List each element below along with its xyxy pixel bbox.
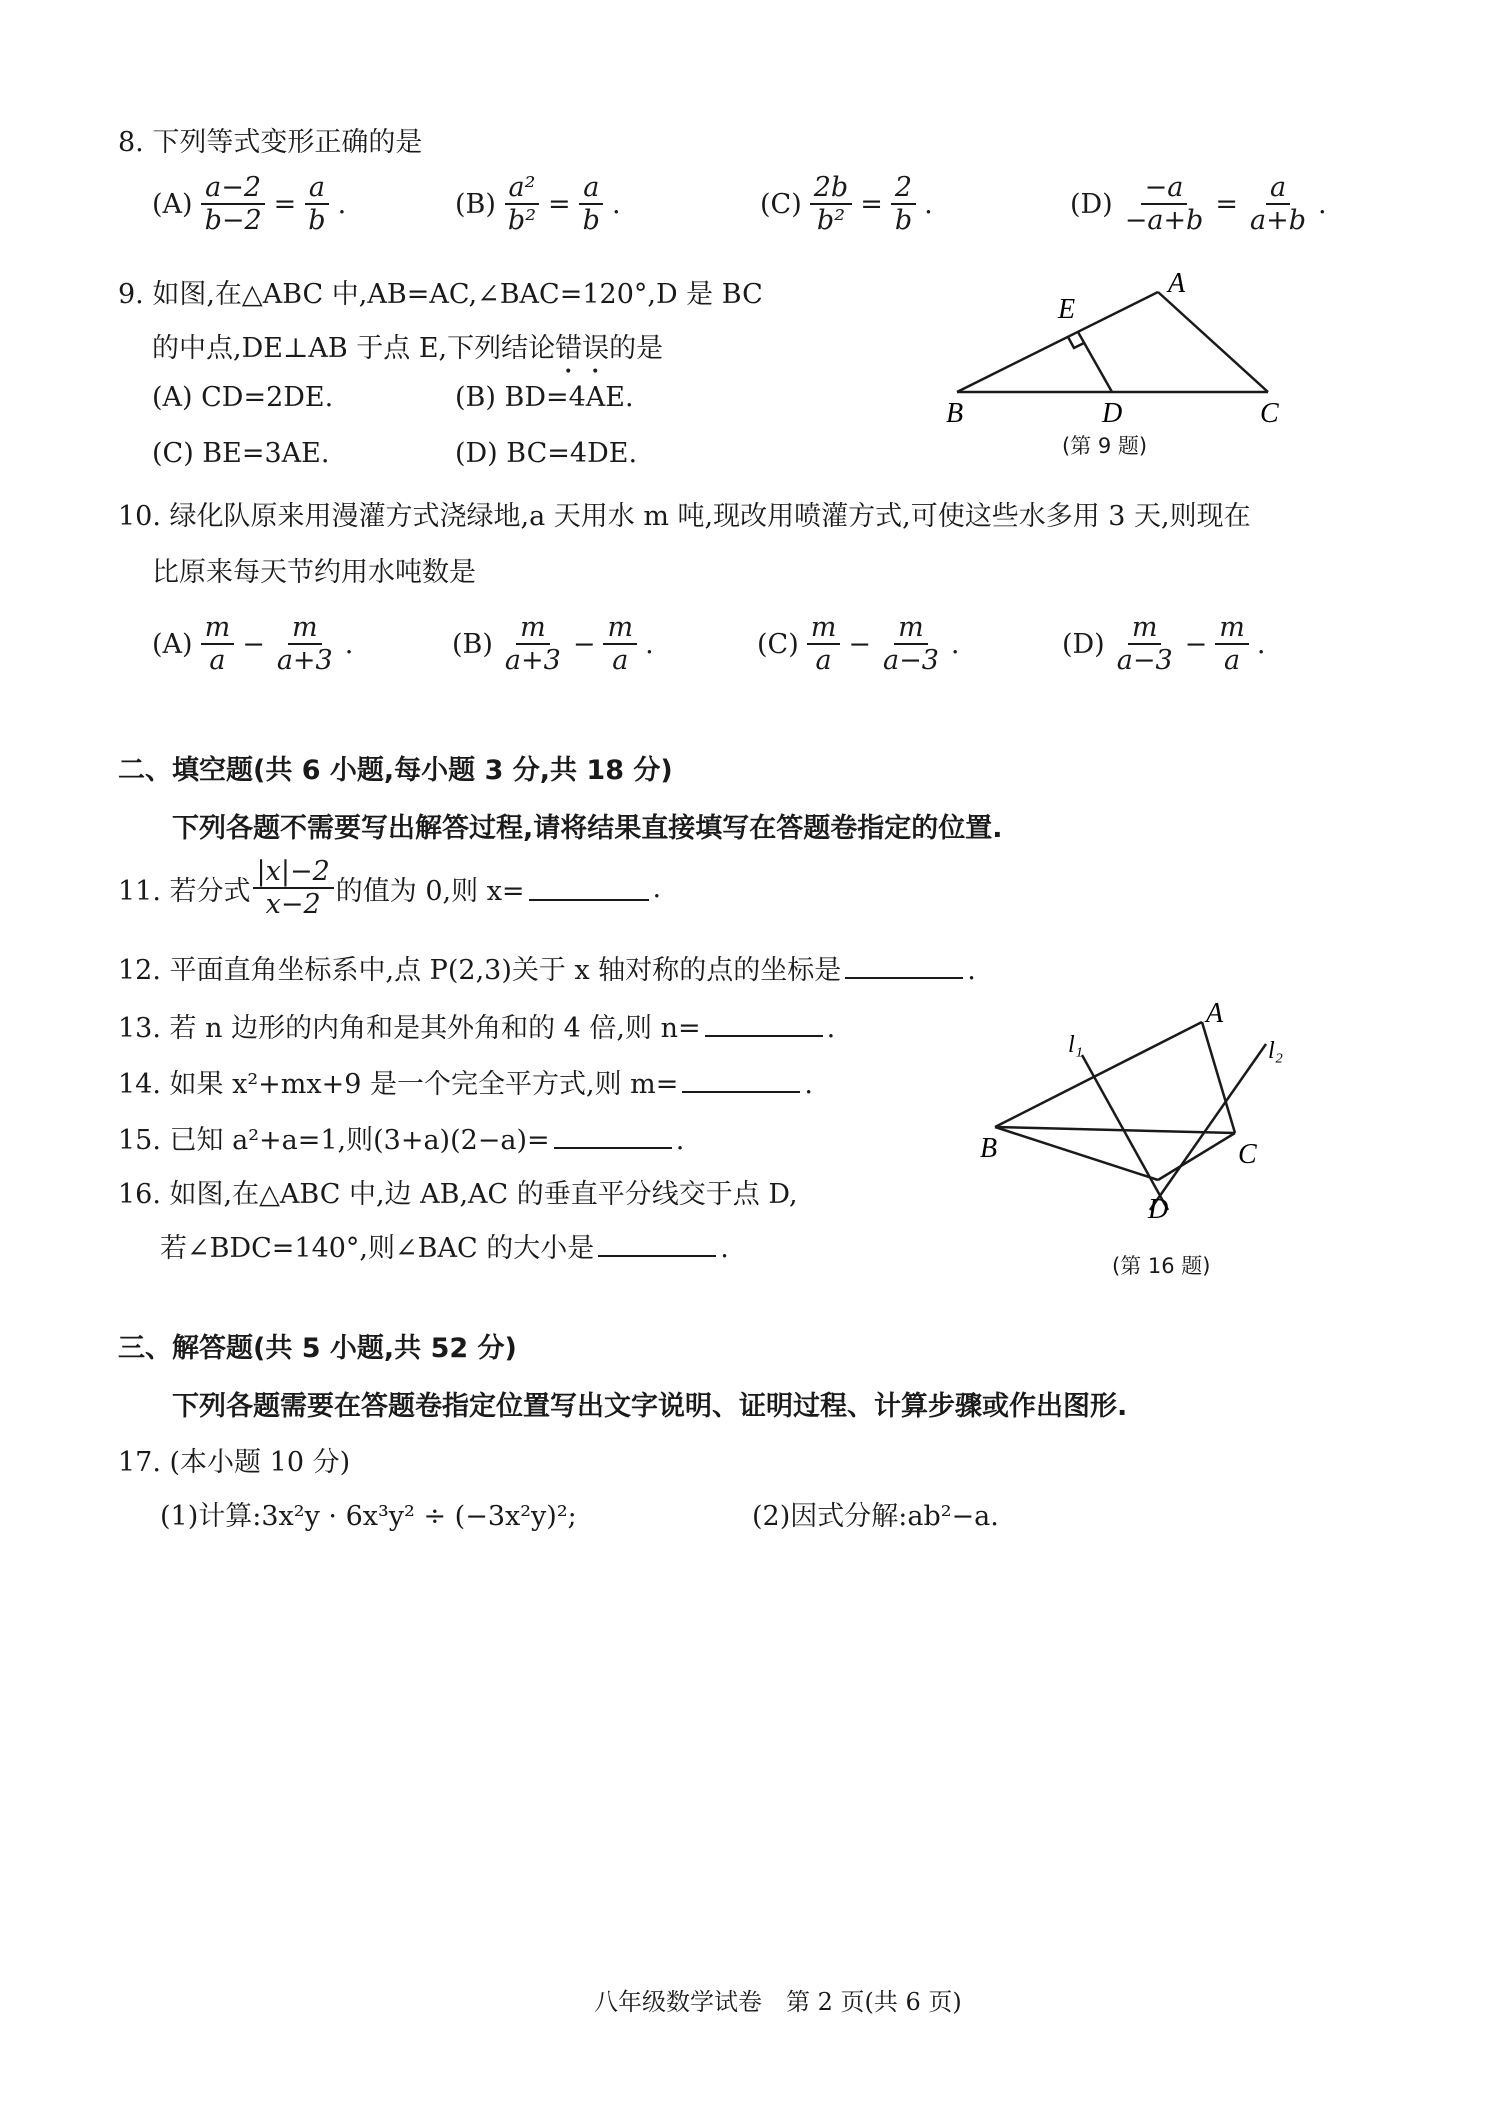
q8-option-a: (A) $\frac{a-2}{b-2}$ = $\frac{a}{b}$ .	[152, 172, 347, 237]
q8-stem: 8. 下列等式变形正确的是	[118, 127, 423, 158]
q9-caption: (第 9 题)	[1062, 434, 1148, 458]
label-c: C	[1238, 1139, 1257, 1170]
fraction	[579, 172, 604, 236]
fraction	[504, 172, 540, 236]
denominator: b²	[816, 205, 846, 237]
line-l2	[1150, 1044, 1266, 1210]
q9-line2-post: 的是	[609, 333, 664, 364]
q9-option-b: (B) BD=4AE.	[455, 382, 634, 413]
denominator: a+b	[1249, 205, 1306, 237]
fraction	[807, 612, 841, 676]
numerator: a²	[505, 172, 540, 205]
q8-option-b: (B) $\frac{\text{a²}}{\text{b²}}$ = $\frac{a}{b}$ .	[455, 172, 621, 237]
numerator: m	[516, 612, 550, 645]
denominator: −a+b	[1124, 205, 1204, 237]
fraction	[304, 172, 329, 236]
q12-answer-blank	[845, 953, 963, 979]
numerator: 2	[891, 172, 916, 205]
fraction	[879, 612, 943, 676]
q16-caption: (第 16 题)	[1112, 1254, 1211, 1278]
denominator: a	[815, 645, 832, 677]
denominator: a+3	[504, 645, 561, 677]
denominator: a	[209, 645, 226, 677]
q9-line2-pre: 的中点,DE⊥AB 于点 E,下列结论	[152, 333, 556, 364]
q10-option-b: (B) $\frac{m}{a+3}$ − $\frac{m}{a}$ .	[452, 612, 654, 677]
denominator: b	[582, 205, 600, 237]
denominator: b²	[507, 205, 537, 237]
q10-line1: 10. 绿化队原来用漫灌方式浇绿地,a 天用水 m 吨,现改用喷灌方式,可使这些水多用 3 天,则现在	[118, 501, 1251, 532]
q16-line2: 若∠BDC=140°,则∠BAC 的大小是 .	[160, 1233, 729, 1264]
q9-line2	[152, 326, 663, 380]
q10-line2: 比原来每天节约用水吨数是	[152, 557, 476, 588]
denominator: b−2	[204, 205, 262, 237]
option-label: (A)	[152, 188, 193, 220]
numerator: −a	[1141, 172, 1188, 205]
q10-option-a: (A) $\frac{m}{a}$ − $\frac{m}{a+3}$ .	[152, 612, 354, 677]
denominator: a+3	[276, 645, 333, 677]
fraction	[891, 172, 916, 236]
q11-fraction	[253, 856, 334, 920]
section3-instruction: 下列各题需要在答题卷指定位置写出文字说明、证明过程、计算步骤或作出图形.	[172, 1391, 1128, 1422]
section2-instruction: 下列各题不需要写出解答过程,请将结果直接填写在答题卷指定的位置.	[172, 813, 1003, 844]
q15: 15. 已知 a²+a=1,则(3+a)(2−a)= .	[118, 1125, 685, 1156]
segment-de	[1078, 332, 1112, 392]
q11-pre: 11. 若分式	[118, 875, 251, 907]
q14: 14. 如果 x²+mx+9 是一个完全平方式,则 m= .	[118, 1069, 813, 1100]
option-label: (D)	[1070, 188, 1113, 220]
q16-figure	[970, 1000, 1350, 1240]
q11-answer-blank	[529, 875, 649, 901]
segment-bc	[995, 1127, 1235, 1133]
label-l1: l₁	[1068, 1032, 1084, 1058]
numerator: m	[1128, 612, 1162, 645]
label-a: A	[1206, 1000, 1224, 1029]
q8-option-d: (D) $\frac{-a}{-a+b}$ = $\frac{a}{a+b}$ .	[1070, 172, 1327, 237]
option-label: (B)	[455, 188, 496, 220]
label-c: C	[1260, 398, 1279, 429]
q11-post: 的值为 0,则 x=	[335, 875, 525, 907]
fraction	[273, 612, 337, 676]
numerator: m	[201, 612, 235, 645]
fraction	[1215, 612, 1249, 676]
denominator: a−3	[882, 645, 939, 677]
fraction	[1113, 612, 1177, 676]
section3-title: 三、解答题(共 5 小题,共 52 分)	[118, 1333, 517, 1364]
q14-text: 14. 如果 x²+mx+9 是一个完全平方式,则 m=	[118, 1069, 679, 1100]
q15-text: 15. 已知 a²+a=1,则(3+a)(2−a)=	[118, 1125, 550, 1156]
numerator: m	[603, 612, 637, 645]
denominator: a	[1224, 645, 1241, 677]
label-l2: l₂	[1268, 1038, 1284, 1064]
fraction	[1246, 172, 1310, 236]
option-label: (B)	[452, 628, 493, 660]
q17-part2: (2)因式分解:ab²−a.	[752, 1501, 999, 1532]
q13: 13. 若 n 边形的内角和是其外角和的 4 倍,则 n= .	[118, 1013, 836, 1044]
option-label: (D)	[1062, 628, 1105, 660]
denominator: b	[894, 205, 913, 237]
denominator: x−2	[265, 889, 321, 921]
numerator: 2b	[810, 172, 852, 205]
label-d: D	[1148, 1194, 1169, 1225]
line-l1	[1082, 1055, 1168, 1210]
q12-text: 12. 平面直角坐标系中,点 P(2,3)关于 x 轴对称的点的坐标是	[118, 955, 842, 986]
numerator: m	[894, 612, 928, 645]
option-label: (C)	[760, 188, 802, 220]
q10-option-c: (C) $\frac{m}{a}$ − $\frac{m}{a-3}$ .	[757, 612, 960, 677]
numerator: |x|−2	[253, 856, 334, 889]
q10-option-d: (D) $\frac{m}{a-3}$ − $\frac{m}{a}$ .	[1062, 612, 1266, 677]
q16-answer-blank	[598, 1231, 716, 1257]
numerator: a	[305, 172, 329, 205]
q12: 12. 平面直角坐标系中,点 P(2,3)关于 x 轴对称的点的坐标是 .	[118, 955, 976, 986]
segment-ac	[1158, 292, 1268, 392]
q16-line1: 16. 如图,在△ABC 中,边 AB,AC 的垂直平分线交于点 D,	[118, 1179, 798, 1210]
numerator: m	[288, 612, 322, 645]
fraction	[201, 612, 235, 676]
q17-part1: (1)计算:3x²y · 6x³y² ÷ (−3x²y)²;	[160, 1501, 577, 1532]
segment-ba	[995, 1022, 1202, 1127]
denominator: b	[308, 205, 326, 237]
fraction	[1121, 172, 1208, 236]
section2-title: 二、填空题(共 6 小题,每小题 3 分,共 18 分)	[118, 755, 673, 786]
q9-line1: 9. 如图,在△ABC 中,AB=AC,∠BAC=120°,D 是 BC	[118, 279, 763, 310]
denominator: a−3	[1116, 645, 1173, 677]
segment-bd	[995, 1127, 1158, 1180]
segment-cd	[1158, 1133, 1235, 1180]
q15-answer-blank	[554, 1123, 672, 1149]
q11: 11. 若分式 $\frac{|x|-2}{x-2}$ 的值为 0,则 x= .	[118, 856, 662, 921]
label-d: D	[1102, 398, 1123, 429]
q8-option-c: (C) $\frac{2b}{\text{b²}}$ = $\frac{2}{b}$ .	[760, 172, 933, 237]
numerator: m	[807, 612, 841, 645]
fraction	[603, 612, 637, 676]
q13-text: 13. 若 n 边形的内角和是其外角和的 4 倍,则 n=	[118, 1013, 701, 1044]
q13-answer-blank	[705, 1011, 823, 1037]
fraction	[810, 172, 852, 236]
q9-emphasis: 错误	[555, 333, 610, 364]
q9-option-a: (A) CD=2DE.	[152, 382, 334, 413]
label-b: B	[946, 398, 964, 429]
numerator: m	[1215, 612, 1249, 645]
label-a: A	[1168, 270, 1186, 299]
q9-option-c: (C) BE=3AE.	[152, 438, 330, 469]
option-label: (C)	[757, 628, 799, 660]
label-b: B	[980, 1133, 998, 1164]
option-label: (A)	[152, 628, 193, 660]
numerator: a	[579, 172, 603, 205]
numerator: a	[1266, 172, 1290, 205]
q9-option-d: (D) BC=4DE.	[455, 438, 638, 469]
q14-answer-blank	[682, 1067, 800, 1093]
fraction	[501, 612, 565, 676]
denominator: a	[612, 645, 629, 677]
q16-text: 若∠BDC=140°,则∠BAC 的大小是	[160, 1233, 595, 1264]
fraction	[201, 172, 266, 236]
page-footer: 八年级数学试卷 第 2 页(共 6 页)	[594, 1988, 962, 2016]
numerator: a−2	[201, 172, 265, 205]
label-e: E	[1058, 294, 1076, 325]
segment-ac	[1202, 1022, 1235, 1133]
q17-title: 17. (本小题 10 分)	[118, 1447, 351, 1478]
